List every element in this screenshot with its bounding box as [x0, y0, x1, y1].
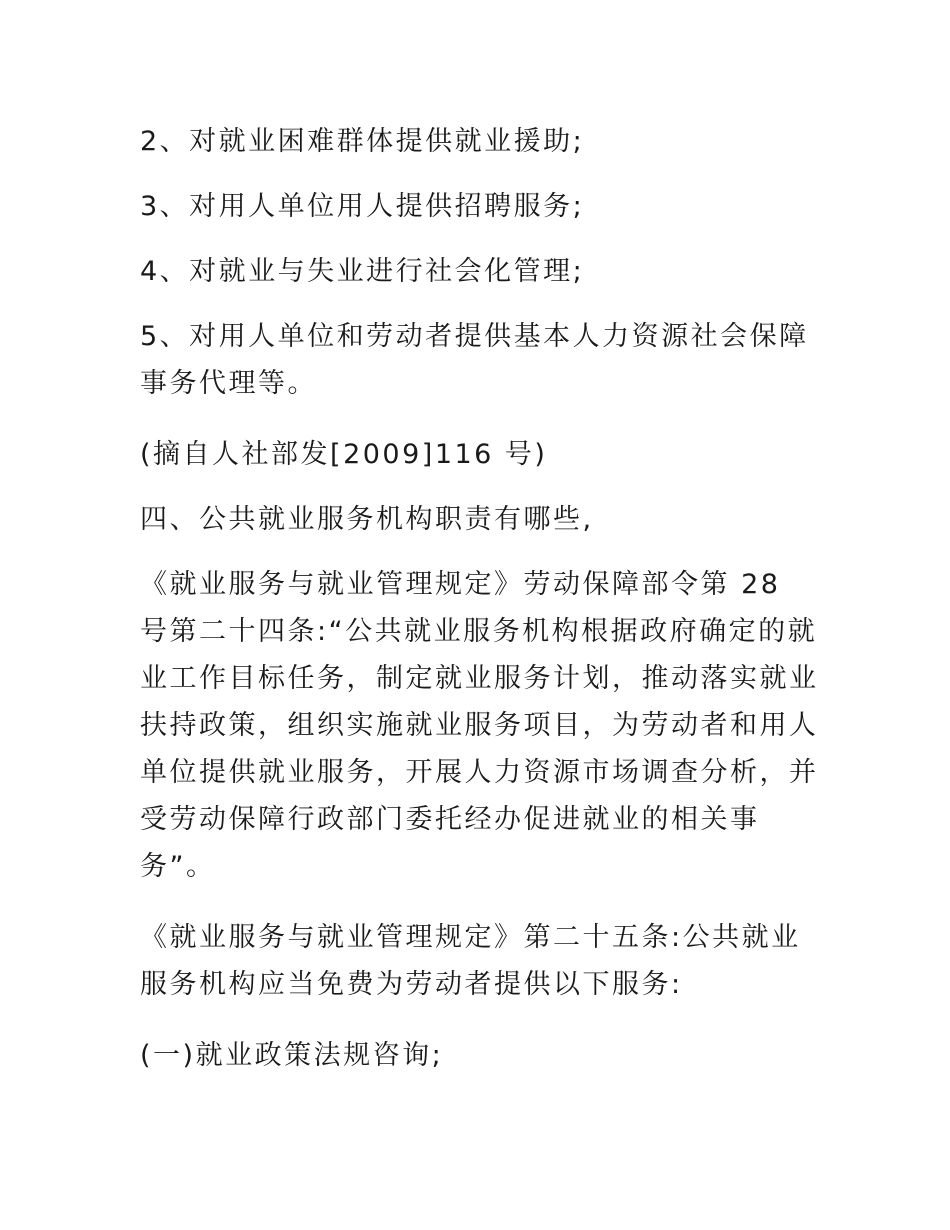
paragraph-item-5: 5、对用人单位和劳动者提供基本人力资源社会保障事务代理等。: [140, 321, 809, 399]
list-item-one: (一)就业政策法规咨询;: [140, 1040, 444, 1071]
paragraph-article-24: 《就业服务与就业管理规定》劳动保障部令第 28 号第二十四条:“公共就业服务机构根据政府确定的就业工作目标任务，制定就业服务计划，推动落实就业扶持政策，组织实施就业服务项目，为劳动者和用人单位提供就业服务，开展人力资源市场调查分析，并受劳动保障行政部门委托经办促进就业的相关事务”。: [140, 569, 819, 882]
document-page: [140, 118, 820, 1097]
paragraph-source-note: (摘自人社部发[2009]116 号): [140, 439, 548, 470]
paragraph-item-4: 4、对就业与失业进行社会化管理;: [140, 256, 585, 287]
paragraph-item-2: 2、对就业困难群体提供就业援助;: [140, 126, 585, 157]
section-heading-four: 四、公共就业服务机构职责有哪些,: [140, 504, 594, 535]
paragraph-article-25: 《就业服务与就业管理规定》第二十五条:公共就业服务机构应当免费为劳动者提供以下服务:: [140, 922, 801, 1000]
paragraph-item-3: 3、对用人单位用人提供招聘服务;: [140, 191, 585, 222]
